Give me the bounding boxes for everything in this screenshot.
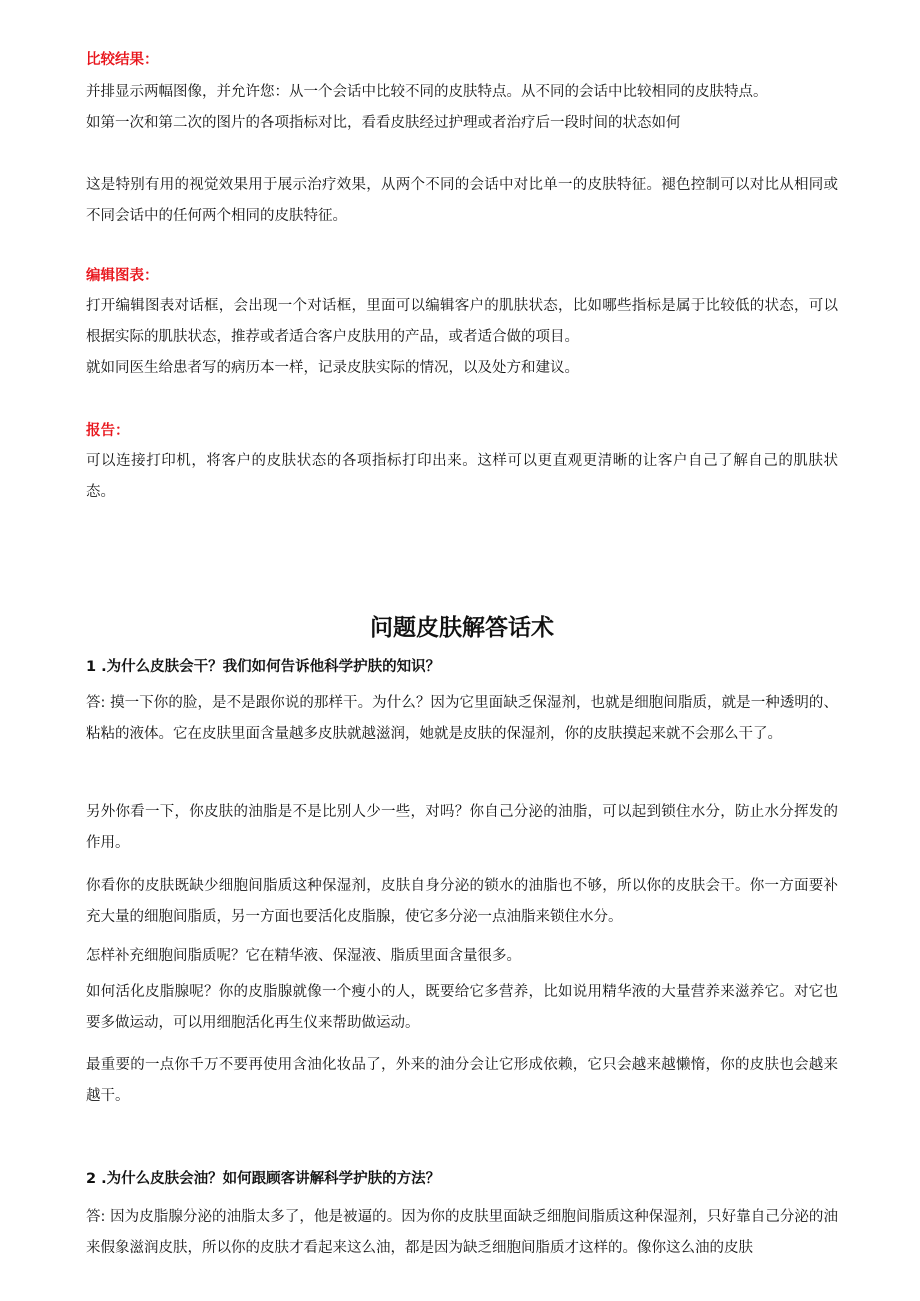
answer-2-paragraph-1: 答: 因为皮脂腺分泌的油脂太多了，他是被逼的。因为你的皮肤里面缺乏细胞间脂质这种保湿剂，只好靠自己分泌的油来假象滋润皮肤，所以你的皮肤才看起来这么油，都是因为缺乏细胞间脂质才这样的。像你这么油的皮肤 (86, 1209, 838, 1256)
answer-1-paragraph-6: 最重要的一点你千万不要再使用含油化妆品了，外来的油分会让它形成依赖，它只会越来越懒惰，你的皮肤也会越来越干。 (86, 1057, 838, 1104)
qa-title: 问题皮肤解答话术 (370, 614, 554, 641)
question-1: 1 .为什么皮肤会干？我们如何告诉他科学护肤的知识？ (86, 659, 441, 675)
edit-chart-paragraph-1: 打开编辑图表对话框，会出现一个对话框，里面可以编辑客户的肌肤状态，比如哪些指标是属于比较低的状态，可以根据实际的肌肤状态，推荐或者适合客户皮肤用的产品，或者适合做的项目。 (86, 298, 838, 345)
report-paragraph: 可以连接打印机，将客户的皮肤状态的各项指标打印出来。这样可以更直观更清晰的让客户自己了解自己的肌肤状态。 (86, 453, 838, 500)
edit-chart-paragraph-2: 就如同医生给患者写的病历本一样，记录皮肤实际的情况，以及处方和建议。 (86, 360, 579, 376)
answer-1-paragraph-4: 怎样补充细胞间脂质呢？它在精华液、保湿液、脂质里面含量很多。 (86, 948, 521, 964)
report-heading: 报告： (86, 423, 130, 439)
edit-chart-heading: 编辑图表： (86, 268, 159, 284)
answer-1-paragraph-2: 另外你看一下，你皮肤的油脂是不是比别人少一些，对吗？你自己分泌的油脂，可以起到锁住水分，防止水分挥发的作用。 (86, 804, 838, 851)
answer-1-paragraph-3: 你看你的皮肤既缺少细胞间脂质这种保湿剂，皮肤自身分泌的锁水的油脂也不够，所以你的皮肤会干。你一方面要补充大量的细胞间脂质，另一方面也要活化皮脂腺，使它多分泌一点油脂来锁住水分。 (86, 878, 838, 925)
compare-heading: 比较结果： (86, 52, 159, 68)
compare-extra-paragraph: 这是特别有用的视觉效果用于展示治疗效果，从两个不同的会话中对比单一的皮肤特征。褪色控制可以对比从相同或不同会话中的任何两个相同的皮肤特征。 (86, 177, 838, 224)
compare-line-2: 如第一次和第二次的图片的各项指标对比，看看皮肤经过护理或者治疗后一段时间的状态如何 (86, 115, 681, 131)
compare-line-1: 并排显示两幅图像，并允许您：从一个会话中比较不同的皮肤特点。从不同的会话中比较相同的皮肤特点。 (86, 84, 768, 100)
question-2: 2 .为什么皮肤会油？如何跟顾客讲解科学护肤的方法？ (86, 1171, 441, 1187)
answer-1-paragraph-5: 如何活化皮脂腺呢？你的皮脂腺就像一个瘦小的人，既要给它多营养，比如说用精华液的大量营养来滋养它。对它也要多做运动，可以用细胞活化再生仪来帮助做运动。 (86, 984, 838, 1031)
answer-1-paragraph-1: 答: 摸一下你的脸，是不是跟你说的那样干。为什么？因为它里面缺乏保湿剂，也就是细胞间脂质，就是一种透明的、粘粘的液体。它在皮肤里面含量越多皮肤就越滋润，她就是皮肤的保湿剂，你的皮肤摸起来就不会那么干了。 (86, 695, 838, 742)
